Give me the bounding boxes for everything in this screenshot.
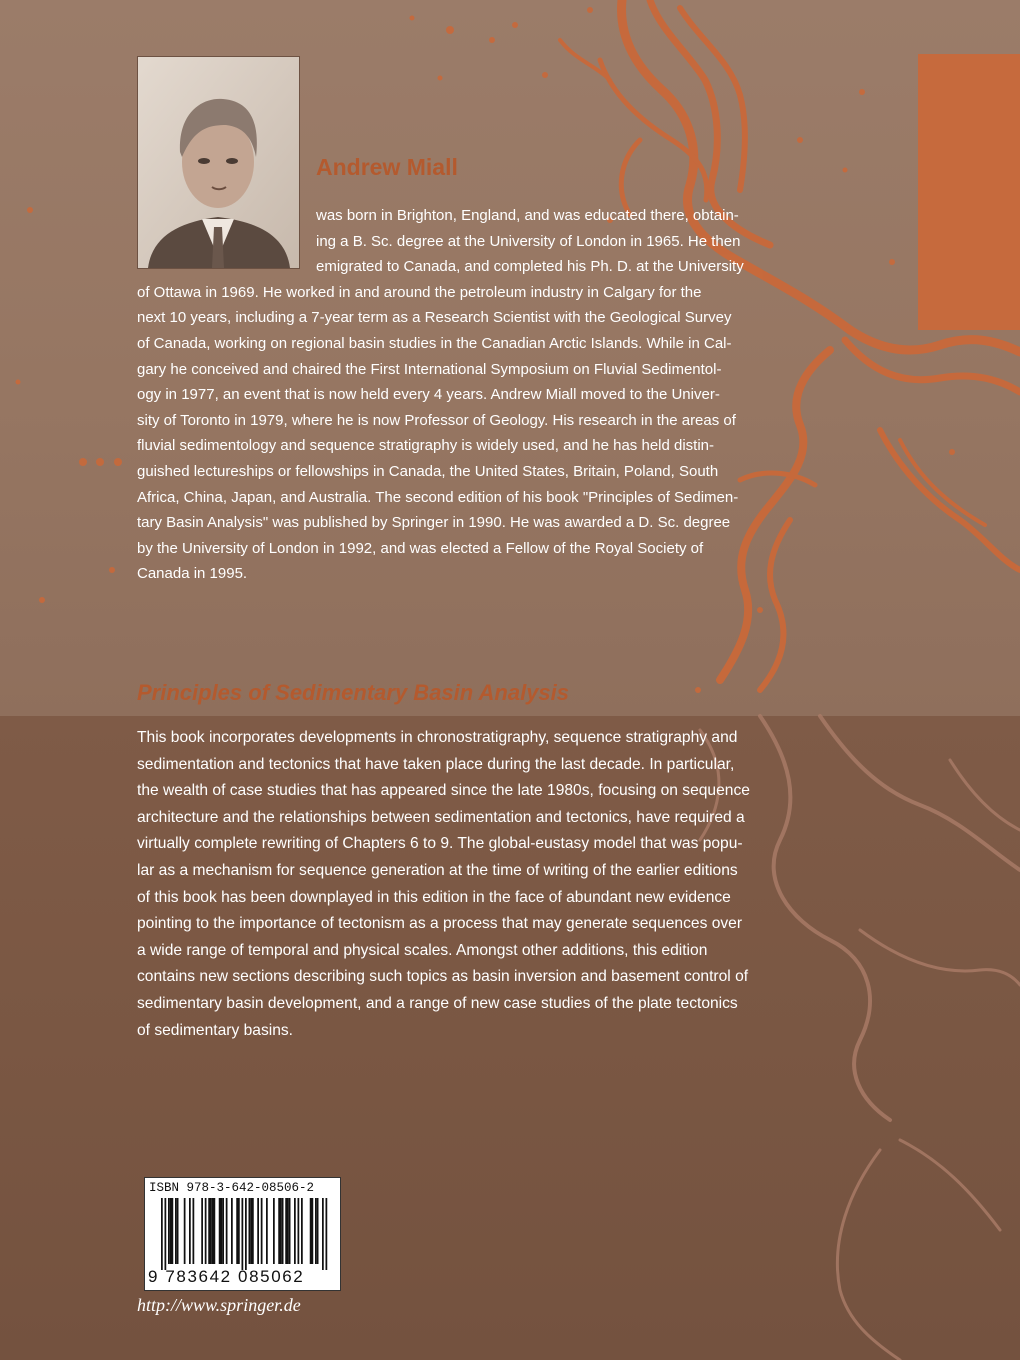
bio-line: of Ottawa in 1969. He worked in and around the petroleum industry in Calgary for the	[137, 283, 702, 301]
barcode-bar	[221, 1198, 223, 1264]
author-name: Andrew Miall	[316, 154, 458, 180]
barcode-bar	[165, 1198, 167, 1270]
bio-line: ogy in 1977, an event that is now held every 4 years. Andrew Miall moved to the Univer-	[137, 386, 720, 404]
description-line: sedimentation and tectonics that have taken place during the last decade. In particular,	[137, 755, 735, 773]
barcode-bar	[289, 1198, 291, 1264]
description-line: contains new sections describing such topics as basin inversion and basement control of	[137, 968, 749, 986]
bio-line: Africa, China, Japan, and Australia. The second edition of his book "Principles of Sedimen-	[137, 488, 739, 506]
barcode-bar	[205, 1198, 207, 1264]
barcode-bar	[273, 1198, 275, 1264]
description-line: pointing to the importance of tectonism as a process that may generate sequences over	[137, 915, 743, 933]
description-line: This book incorporates developments in chronostratigraphy, sequence stratigraphy and	[137, 729, 738, 746]
description-line: a wide range of temporal and physical scales. Amongst other additions, this edition	[137, 941, 708, 959]
barcode-bar	[222, 1198, 224, 1264]
barcode-bar	[175, 1198, 177, 1264]
accent-block	[918, 54, 1020, 330]
book-title: Principles of Sedimentary Basin Analysis	[137, 680, 570, 705]
bio-line: next 10 years, including a 7-year term as a Research Scientist with the Geological Survey	[137, 309, 732, 327]
barcode-bar	[184, 1198, 186, 1264]
barcode-digits: 9 783642 085062	[148, 1267, 305, 1286]
bio-line: of Canada, working on regional basin studies in the Canadian Arctic Islands. While in Cal-	[137, 334, 732, 352]
barcode-bar	[236, 1198, 238, 1264]
barcode-bar	[252, 1198, 254, 1264]
description-line: virtually complete rewriting of Chapters 6 to 9. The global-eustasy model that was popu-	[137, 835, 743, 853]
bio-line: emigrated to Canada, and completed his Ph. D. at the University	[316, 258, 744, 276]
barcode-bar	[249, 1198, 251, 1264]
barcode-bar	[210, 1198, 212, 1264]
barcode-bar	[250, 1198, 252, 1264]
barcode-bar	[161, 1198, 163, 1270]
barcode-bar	[301, 1198, 303, 1264]
description-line: of this book has been downplayed in this edition in the face of abundant new evidence	[137, 888, 731, 906]
author-biography	[137, 203, 813, 587]
isbn-barcode	[144, 1177, 341, 1291]
barcode-bar	[278, 1198, 280, 1264]
barcode-bar	[287, 1198, 289, 1264]
barcode-bar	[285, 1198, 287, 1264]
bio-line: gary he conceived and chaired the First International Symposium on Fluvial Sedimentol-	[137, 360, 722, 378]
barcode-bar	[231, 1198, 233, 1264]
barcode-bar	[214, 1198, 216, 1264]
barcode-bar	[170, 1198, 172, 1264]
publisher-link[interactable]: http://www.springer.de	[137, 1295, 301, 1315]
bio-line: fluvial sedimentology and sequence stratigraphy is widely used, and he has held distin-	[137, 437, 715, 455]
barcode-bar	[242, 1198, 244, 1270]
barcode-bar	[172, 1198, 174, 1264]
barcode-bar	[193, 1198, 195, 1264]
barcode-bar	[208, 1198, 210, 1264]
barcode-bar	[257, 1198, 259, 1264]
barcode-bar	[315, 1198, 317, 1264]
bio-line: sity of Toronto in 1979, where he is now Professor of Geology. His research in the areas of	[137, 411, 736, 429]
bio-line: guished lectureships or fellowships in Canada, the United States, Britain, Poland, South	[137, 462, 719, 480]
barcode-bar	[261, 1198, 263, 1264]
barcode-bar	[201, 1198, 203, 1264]
barcode-bar	[266, 1198, 268, 1264]
barcode-bar	[168, 1198, 170, 1264]
bio-line: ing a B. Sc. degree at the University of London in 1965. He then	[316, 232, 741, 250]
barcode-bar	[326, 1198, 328, 1270]
barcode-bar	[298, 1198, 300, 1264]
bio-line: by the University of London in 1992, and was elected a Fellow of the Royal Society of	[137, 539, 704, 557]
barcode-bar	[226, 1198, 228, 1264]
description-line: the wealth of case studies that has appeared since the late 1980s, focusing on sequence	[137, 782, 750, 800]
description-line: lar as a mechanism for sequence generation at the time of writing of the earlier editions	[137, 861, 738, 879]
barcode-bar	[245, 1198, 247, 1270]
barcode-bar	[238, 1198, 240, 1264]
bio-line: was born in Brighton, England, and was educated there, obtain-	[316, 207, 739, 224]
barcode-bar	[294, 1198, 296, 1264]
description-line: sedimentary basin development, and a range of new case studies of the plate tectonics	[137, 994, 738, 1012]
barcode-bar	[322, 1198, 324, 1270]
barcode-bar	[312, 1198, 314, 1264]
bio-line: tary Basin Analysis" was published by Springer in 1990. He was awarded a D. Sc. degree	[137, 514, 731, 532]
barcode-bar	[212, 1198, 214, 1264]
barcode-bar	[189, 1198, 191, 1264]
barcode-bar	[310, 1198, 312, 1264]
barcode-bar	[317, 1198, 319, 1264]
isbn-label: ISBN 978-3-642-08506-2	[149, 1181, 315, 1195]
description-line: of sedimentary basins.	[137, 1021, 294, 1039]
book-description	[137, 725, 877, 1044]
bio-line: Canada in 1995.	[137, 565, 248, 583]
barcode-bar	[280, 1198, 282, 1264]
barcode-bar	[282, 1198, 284, 1264]
barcode-bar	[177, 1198, 179, 1264]
barcode-bar	[219, 1198, 221, 1264]
description-line: architecture and the relationships between sedimentation and tectonics, have required a	[137, 808, 745, 826]
